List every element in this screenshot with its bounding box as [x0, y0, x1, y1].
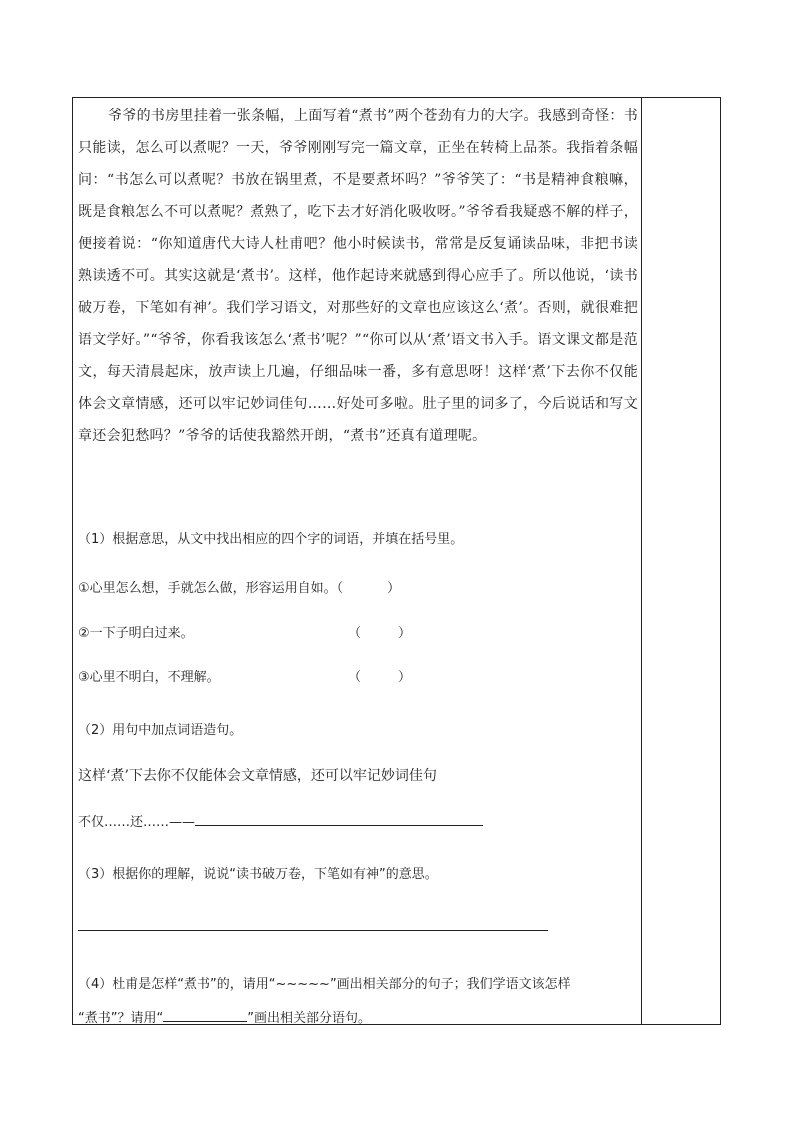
question-3-prompt: （3）根据你的理解，说说“读书破万卷，下笔如有神”的意思。 — [78, 867, 438, 882]
question-1-item-3-open: （ — [348, 670, 362, 685]
question-1-item-2-text: ②一下子明白过来。 — [78, 626, 194, 641]
question-3-answer-line[interactable] — [78, 930, 548, 931]
question-2-answer-blank[interactable] — [195, 825, 483, 826]
question-1-prompt: （1）根据意思，从文中找出相应的四个字的词语，并填在括号里。 — [78, 532, 464, 547]
question-1-item-3-close: ） — [398, 670, 412, 685]
reading-passage — [78, 97, 638, 452]
table-column-divider — [641, 97, 642, 1025]
question-2-prompt: （2）用句中加点词语造句。 — [78, 723, 243, 738]
question-1-item-1 — [78, 577, 400, 596]
question-1-item-2-open: （ — [348, 626, 362, 641]
question-4-line-2-start: “煮书”？请用“ — [78, 1011, 164, 1026]
question-1-item-2-close: ） — [398, 626, 412, 641]
question-1-item-1-text: ①心里怎么想，手就怎么做，形容运用自如。（ — [78, 581, 344, 596]
question-1-item-3-text: ③心里不明白，不理解。 — [78, 670, 220, 685]
passage-text: 爷爷的书房里挂着一张条幅，上面写着“煮书”两个苍劲有力的大字。我感到奇怪：书只能读，怎么可以煮呢？一天，爷爷刚刚写完一篇文章，正坐在转椅上品茶。我指着条幅问：“书怎么可以煮呢？书放在锅里煮，不是要煮坏吗？”爷爷笑了：“书是精神食粮嘛，既是食粮怎么不可以煮呢？煮熟了，吃下去才好消化吸收呀。”爷爷看我疑惑不解的样子，便接着说：“你知道唐代大诗人杜甫吧？他小时候读书，常常是反复诵读品味，非把书读熟读透不可。其实这就是‘煮书’。这样，他作起诗来就感到得心应手了。所以他说，‘读书破万卷，下笔如有神’。我们学习语文，对那些好的文章也应该这么‘煮’。否则，就很难把语文学好。”“爷爷，你看我该怎么‘煮书’呢？”“你可以从‘煮’语文书入手。语文课文都是范文，每天清晨起床，放声读上几遍，仔细品味一番，多有意思呀！这样‘煮’下去你不仅能体会文章情感，还可以牢记妙词佳句……好处可多啦。肚子里的词多了，今后说话和写文章还会犯愁吗？”爷爷的话使我豁然开朗，“煮书”还真有道理呢。 — [78, 108, 638, 444]
question-2-pattern: 不仅……还……—— — [78, 815, 196, 830]
question-4-line-2 — [78, 1007, 371, 1026]
question-2-answer-row — [78, 811, 483, 830]
question-2-sentence: 这样‘煮’下去你不仅能体会文章情感，还可以牢记妙词佳句 — [78, 768, 437, 784]
question-4-line-1: （4）杜甫是怎样“煮书”的，请用“~~~~~”画出相关部分的句子；我们学语文该怎样 — [78, 977, 571, 992]
question-4-line-2-end: ”画出相关部分语句。 — [247, 1011, 371, 1026]
worksheet-content — [78, 97, 638, 1026]
question-4-underline-sample — [163, 1021, 247, 1022]
question-1-item-1-close: ） — [387, 581, 401, 596]
